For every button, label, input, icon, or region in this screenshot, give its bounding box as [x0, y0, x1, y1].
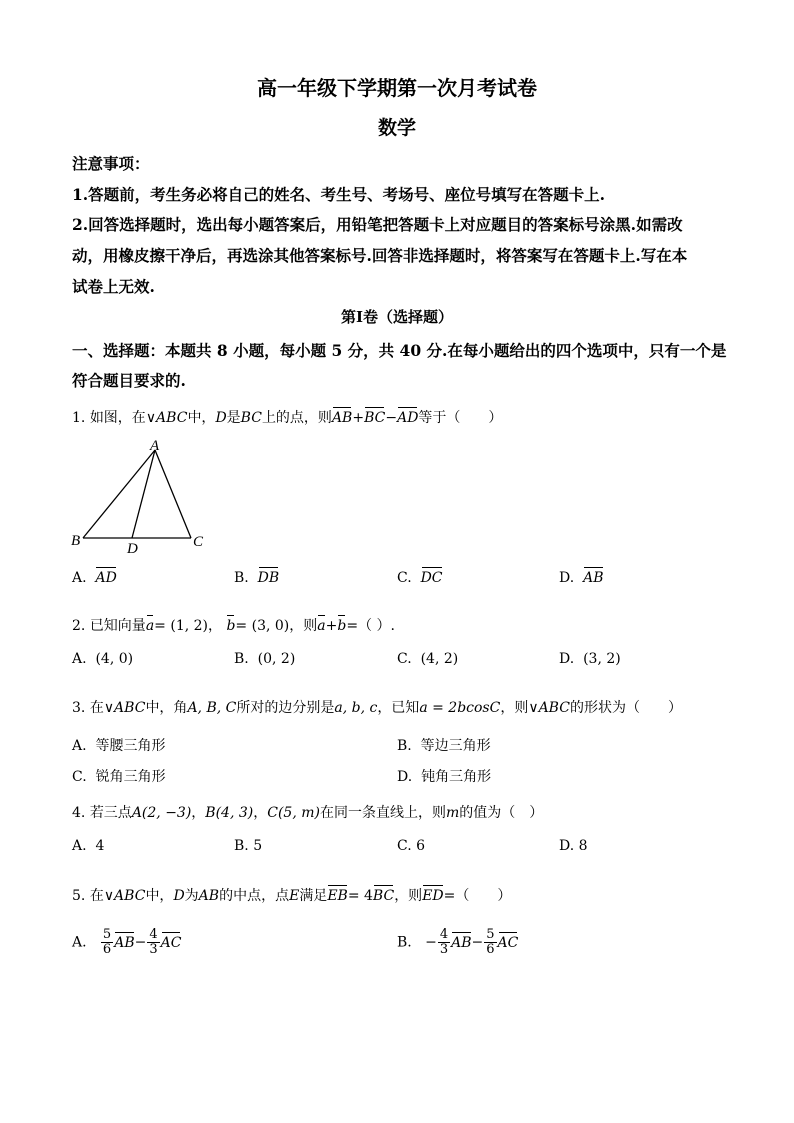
q1-option-a[interactable]: A. AD [72, 570, 117, 586]
q5-option-b[interactable]: B. − $\frac{4}{3}$ AB− $\frac{5}{6}$ AC [397, 927, 519, 957]
exam-title: 高一年级下学期第一次月考试卷 [257, 76, 537, 100]
vector-ab: AB [331, 410, 353, 426]
q5-option-a[interactable]: A. $\frac{5}{6}$ AB− $\frac{4}{3}$ AC [72, 927, 182, 957]
question-number: 4. [72, 805, 86, 821]
side-ac [155, 450, 191, 538]
vector-a: a [145, 618, 155, 634]
part1-instruction-1: 一、选择题：本题共 8 小题，每小题 5 分，共 40 分.在每小题给出的四个选项中，只有一个是 [72, 341, 727, 360]
notes-line-1: 1.答题前，考生务必将自己的姓名、考生号、考场号、座位号填写在答题卡上. [72, 185, 606, 204]
question-2-stem: 2. 已知向量a= (1, 2)， b= (3, 0)，则a+b=（ ）. [72, 618, 395, 634]
q1-option-d[interactable]: D. AB [559, 570, 604, 586]
point-label-d: D [127, 541, 138, 557]
vector-bc: BC [364, 410, 386, 426]
q4-option-a[interactable]: A. 4 [72, 838, 105, 854]
q3-option-c[interactable]: C. 锐角三角形 [72, 769, 166, 785]
fraction: $\frac{4}{3}$ [439, 927, 449, 957]
fraction: $\frac{5}{6}$ [486, 927, 495, 957]
triangle-figure [66, 436, 216, 558]
part1-instruction-2: 符合题目要求的. [72, 371, 186, 390]
q2-option-a[interactable]: A. (4, 0) [72, 651, 134, 667]
q2-option-c[interactable]: C. (4, 2) [397, 651, 459, 667]
fraction: $\frac{4}{3}$ [149, 927, 158, 957]
side-ab [83, 450, 155, 538]
question-3-stem: 3. 在∨ABC中，角A, B, C所对的边分别是a, b, c，已知a = 2bcosC，则∨ABC的形状为（ ） [72, 700, 682, 716]
question-number: 5. [72, 888, 86, 904]
vertex-label-b: B [71, 533, 81, 549]
q4-option-d[interactable]: D. 8 [559, 838, 588, 854]
q3-option-a[interactable]: A. 等腰三角形 [72, 738, 166, 754]
vertex-label-c: C [193, 534, 204, 550]
notes-line-2b: 动，用橡皮擦干净后，再选涂其他答案标号.回答非选择题时，将答案写在答题卡上.写在本 [72, 246, 688, 265]
question-4-stem: 4. 若三点A(2, −3)，B(4, 3)，C(5, m)在同一条直线上，则m的值为（ ） [72, 805, 544, 821]
q3-option-b[interactable]: B. 等边三角形 [397, 738, 491, 754]
part1-heading: 第Ⅰ卷（选择题） [340, 308, 454, 326]
question-1-stem: 1. 如图，在∨ABC中，D是BC上的点，则AB+BC−AD等于（ ） [72, 410, 503, 426]
question-number: 3. [72, 700, 86, 716]
q2-option-d[interactable]: D. (3, 2) [559, 651, 621, 667]
fraction: $\frac{5}{6}$ [102, 927, 112, 957]
q2-option-b[interactable]: B. (0, 2) [234, 651, 296, 667]
exam-subject: 数学 [377, 117, 416, 139]
q4-option-b[interactable]: B. 5 [234, 838, 263, 854]
question-number: 2. [72, 618, 86, 634]
q4-option-c[interactable]: C. 6 [397, 838, 426, 854]
notes-heading: 注意事项： [72, 154, 150, 173]
q1-option-b[interactable]: B. DB [234, 570, 280, 586]
notes-line-2c: 试卷上无效. [72, 277, 155, 296]
vertex-label-a: A [150, 438, 160, 454]
vector-bc: BC [372, 888, 395, 904]
question-number: 1. [72, 410, 86, 426]
question-5-stem: 5. 在∨ABC中，D为AB的中点，点E满足EB= 4BC，则ED=（ ） [72, 888, 512, 904]
vector-b: b [226, 618, 236, 634]
vector-ad: AD [397, 410, 419, 426]
notes-line-2a: 2.回答选择题时，选出每小题答案后，用铅笔把答题卡上对应题目的答案标号涂黑.如需改 [72, 215, 683, 234]
vector-eb: EB [327, 888, 348, 904]
q1-option-c[interactable]: C. DC [397, 570, 443, 586]
vector-ed: ED [422, 888, 444, 904]
q3-option-d[interactable]: D. 钝角三角形 [397, 769, 492, 785]
